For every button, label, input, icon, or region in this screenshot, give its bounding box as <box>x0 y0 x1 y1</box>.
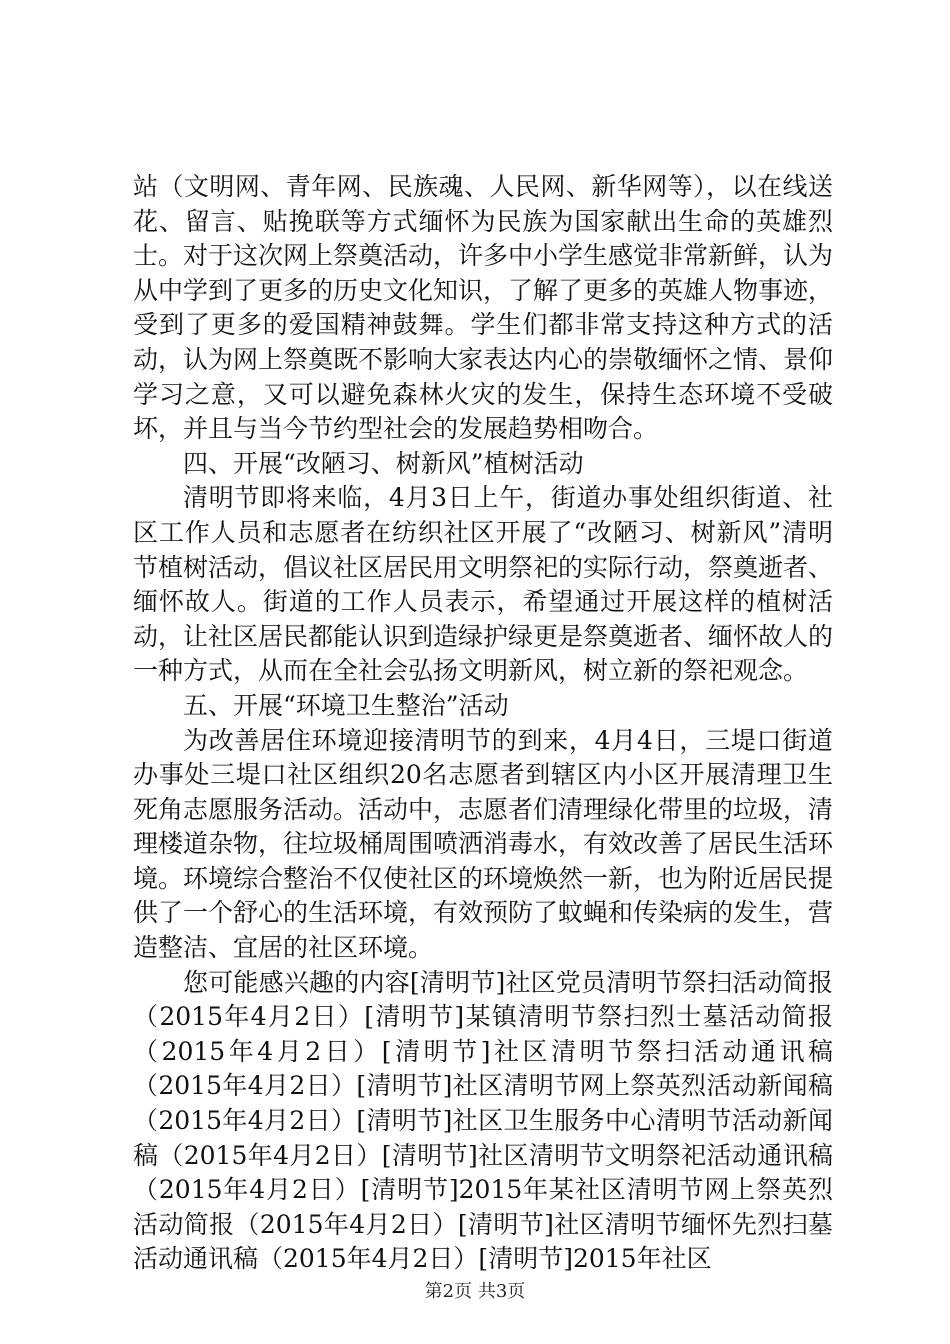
document-body <box>133 170 833 1277</box>
section-heading-tree-planting: 四、开展“改陋习、树新风”植树活动 <box>183 448 584 478</box>
paragraph-tree-planting: 清明节即将来临，4月3日上午，街道办事处组织街道、社区工作人员和志愿者在纺织社区开展了“改陋习、树新风”清明节植树活动，倡议社区居民用文明祭祀的实际行动，祭奠逝者、缅怀故人。街道的工作人员表示，希望通过开展这样的植树活动，让社区居民都能认识到造绿护绿更是祭奠逝者、缅怀故人的一种方式，从而在全社会弘扬文明新风，树立新的祭祀观念。 <box>133 483 834 686</box>
paragraph-online-memorial-continued: 站（文明网、青年网、民族魂、人民网、新华网等），以在线送花、留言、贴挽联等方式缅怀为民族为国家献出生命的英雄烈士。对于这次网上祭奠活动，许多中小学生感觉非常新鲜，认为从中学到了更多的历史文化知识，了解了更多的英雄人物事迹，受到了更多的爱国精神鼓舞。学生们都非常支持这种方式的活动，认为网上祭奠既不影响大家表达内心的崇敬缅怀之情、景仰学习之意，又可以避免森林火灾的发生，保持生态环境不受破坏，并且与当今节约型社会的发展趋势相吻合。 <box>133 172 834 444</box>
paragraph-related-content: 您可能感兴趣的内容[清明节]社区党员清明节祭扫活动简报（2015年4月2日）[清明节]某镇清明节祭扫烈士墓活动简报（2015年4月2日）[清明节]社区清明节祭扫活动通讯稿（2015年4月2日）[清明节]社区清明节网上祭英烈活动新闻稿（2015年4月2日）[清明节]社区卫生服务中心清明节活动新闻稿（2015年4月2日）[清明节]社区清明节文明祭祀活动通讯稿（2015年4月2日）[清明节]2015年某社区清明节网上祭英烈活动简报（2015年4月2日）[清明节]社区清明节缅怀先烈扫墓活动通讯稿（2015年4月2日）[清明节]2015年社区 <box>133 967 833 1274</box>
paragraph-sanitation: 为改善居住环境迎接清明节的到来，4月4日，三堤口街道办事处三堤口社区组织20名志愿者到辖区内小区开展清理卫生死角志愿服务活动。活动中，志愿者们清理绿化带里的垃圾，清理楼道杂物，往垃圾桶周围喷洒消毒水，有效改善了居民生活环境。环境综合整治不仅使社区的环境焕然一新，也为附近居民提供了一个舒心的生活环境，有效预防了蚊蝇和传染病的发生，营造整洁、宜居的社区环境。 <box>133 725 834 963</box>
page-footer: 第2页 共3页 <box>424 1281 526 1302</box>
section-heading-sanitation: 五、开展“环境卫生整治”活动 <box>183 690 509 720</box>
